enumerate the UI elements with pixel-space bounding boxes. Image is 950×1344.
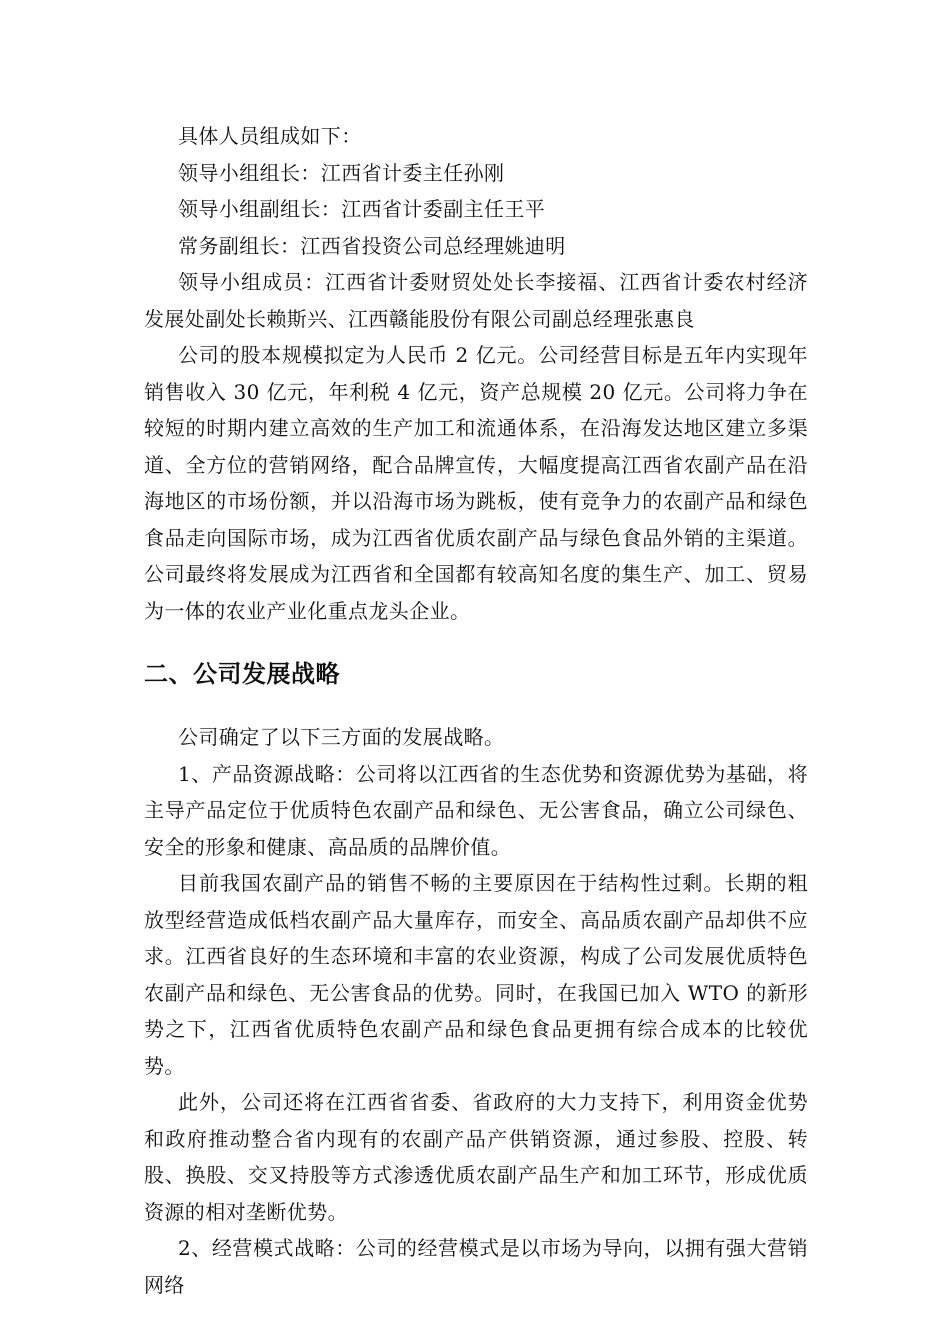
document-body — [144, 118, 808, 1303]
paragraph-composition-intro: 具体人员组成如下： — [178, 124, 362, 148]
section-heading-strategy: 二、公司发展战略 — [144, 660, 340, 688]
paragraph-leader: 领导小组组长：江西省计委主任孙刚 — [178, 160, 505, 185]
paragraph-group-members: 领导小组成员：江西省计委财贸处处长李接福、江西省计委农村经济发展处副处长赖斯兴、江西赣能股份有限公司副总经理张惠良 — [144, 270, 808, 331]
spacer — [144, 694, 808, 719]
paragraph-product-resource-strategy: 1、产品资源战略：公司将以江西省的生态优势和资源优势为基础，将主导产品定位于优质特色农副产品和绿色、无公害食品，确立公司绿色、安全的形象和健康、高品质的品牌价值。 — [144, 761, 808, 859]
paragraph-executive-deputy: 常务副组长：江西省投资公司总经理姚迪明 — [178, 233, 566, 258]
spacer — [144, 629, 808, 654]
paragraph-company-goals: 公司的股本规模拟定为人民币 2 亿元。公司经营目标是五年内实现年销售收入 30 亿元，年利税 4 亿元，资产总规模 20 亿元。公司将力争在较短的时期内建立高效的生产加工和流通体系，在沿海发达地区建立多渠道、全方位的营销网络，配合品牌宣传，大幅度提高江西省农副产品在沿海地区的市场份额，并以沿海市场为跳板，使有竞争力的农副产品和绿色食品走向国际市场，成为江西省优质农副产品与绿色食品外销的主渠道。公司最终将发展成为江西省和全国都有较高知名度的集生产、加工、贸易为一体的农业产业化重点龙头企业。 — [144, 343, 808, 623]
paragraph-market-analysis: 目前我国农副产品的销售不畅的主要原因在于结构性过剩。长期的粗放型经营造成低档农副产品大量库存，而安全、高品质农副产品却供不应求。江西省良好的生态环境和丰富的农业资源，构成了公司发展优质特色农副产品和绿色、无公害食品的优势。同时，在我国已加入 WTO 的新形势之下，江西省优质特色农副产品和绿色食品更拥有综合成本的比较优势。 — [144, 871, 808, 1078]
paragraph-business-model-strategy: 2、经营模式战略：公司的经营模式是以市场为导向，以拥有强大营销网络 — [144, 1236, 808, 1297]
paragraph-strategy-intro: 公司确定了以下三方面的发展战略。 — [178, 725, 505, 749]
paragraph-deputy-leader: 领导小组副组长：江西省计委副主任王平 — [178, 197, 546, 221]
paragraph-resource-integration: 此外，公司还将在江西省省委、省政府的大力支持下，利用资金优势和政府推动整合省内现有的农副产品产供销资源，通过参股、控股、转股、换股、交叉持股等方式渗透优质农副产品生产和加工环节，形成优质资源的相对垄断优势。 — [144, 1090, 808, 1224]
